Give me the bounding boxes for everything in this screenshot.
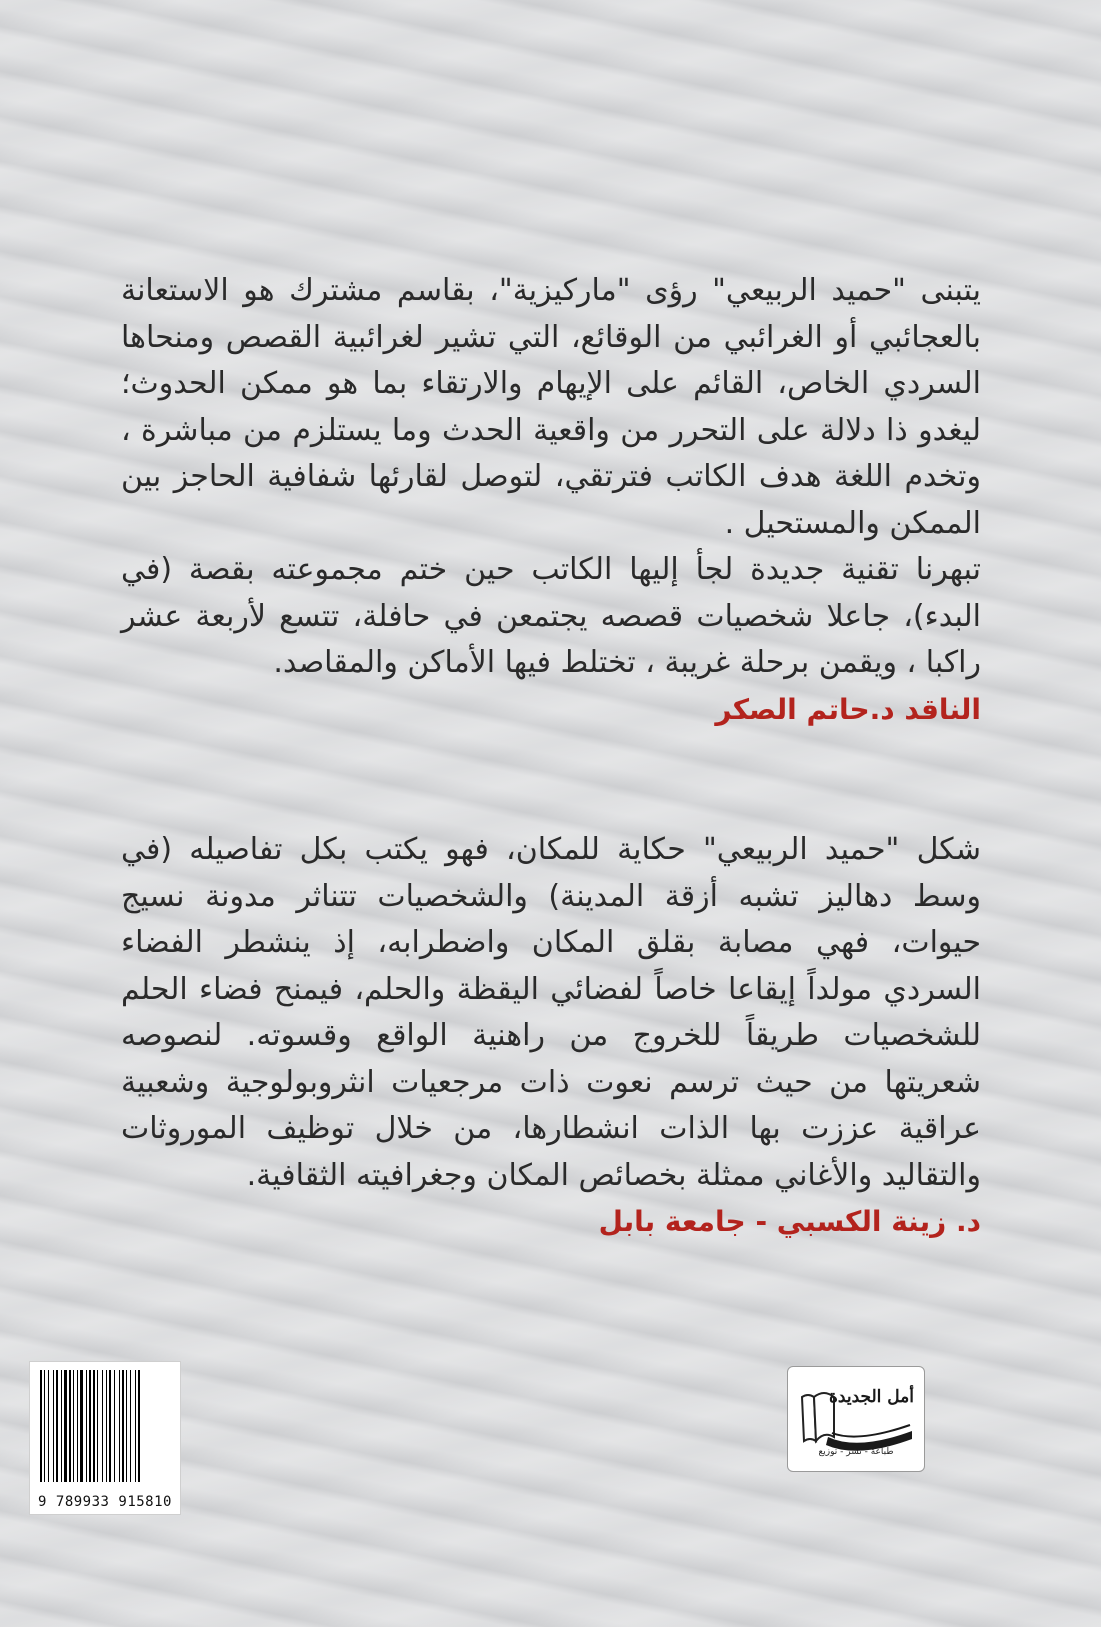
- publisher-logo: [787, 1366, 925, 1472]
- review-2-author: د. زينة الكسبي - جامعة بابل: [598, 1205, 981, 1238]
- review-block-1: [121, 268, 981, 733]
- isbn-number: 9 789933 915810: [38, 1494, 172, 1510]
- review-block-2: [121, 827, 981, 1246]
- publisher-tagline: طباعة - نشر - توزيع: [818, 1447, 894, 1457]
- review-1-paragraph-2: تبهرنا تقنية جديدة لجأ إليها الكاتب حين ختم مجموعته بقصة (في البدء)، جاعلا شخصيات قصصه يجتمعن في حافلة، تتسع لأربعة عشر راكبا ، ويقمن برحلة غريبة ، تختلط فيها الأماكن والمقاصد.: [121, 552, 981, 680]
- publisher-name: أمل الجديدة: [829, 1387, 914, 1407]
- review-1-author: الناقد د.حاتم الصكر: [715, 692, 981, 726]
- isbn-barcode: [30, 1362, 180, 1514]
- review-1-paragraph-1: يتبنى "حميد الربيعي" رؤى "ماركيزية"، بقاسم مشترك هو الاستعانة بالعجائبي أو الغرائبي من الوقائع، التي تشير لغرائبية القصص ومنحاها السردي الخاص، القائم على الإيهام والارتقاء بما هو ممكن الحدوث؛ ليغدو ذا دلالة على التحرر من واقعية الحدث وما يستلزم من مباشرة ، وتخدم اللغة هدف الكاتب فترتقي، لتوصل لقارئها شفافية الحاجز بين الممكن والمستحيل .: [121, 273, 981, 541]
- barcode-bars: [36, 1370, 174, 1488]
- review-2-paragraph-1: شكل "حميد الربيعي" حكاية للمكان، فهو يكتب بكل تفاصيله (في وسط دهاليز تشبه أزقة المدينة) والشخصيات تتناثر مدونة نسيج حيوات، فهي مصابة بقلق المكان واضطرابه، إذ ينشطر الفضاء السردي مولداً إيقاعا خاصاً لفضائي اليقظة والحلم، فيمنح فضاء الحلم للشخصيات طريقاً للخروج من راهنية الواقع وقسوته. لنصوصه شعريتها من حيث ترسم نعوت ذات مرجعيات انثروبولوجية وشعبية عراقية عززت بها الذات انشطارها، من خلال توظيف الموروثات والتقاليد والأغاني ممثلة بخصائص المكان وجغرافيته الثقافية.: [121, 832, 981, 1193]
